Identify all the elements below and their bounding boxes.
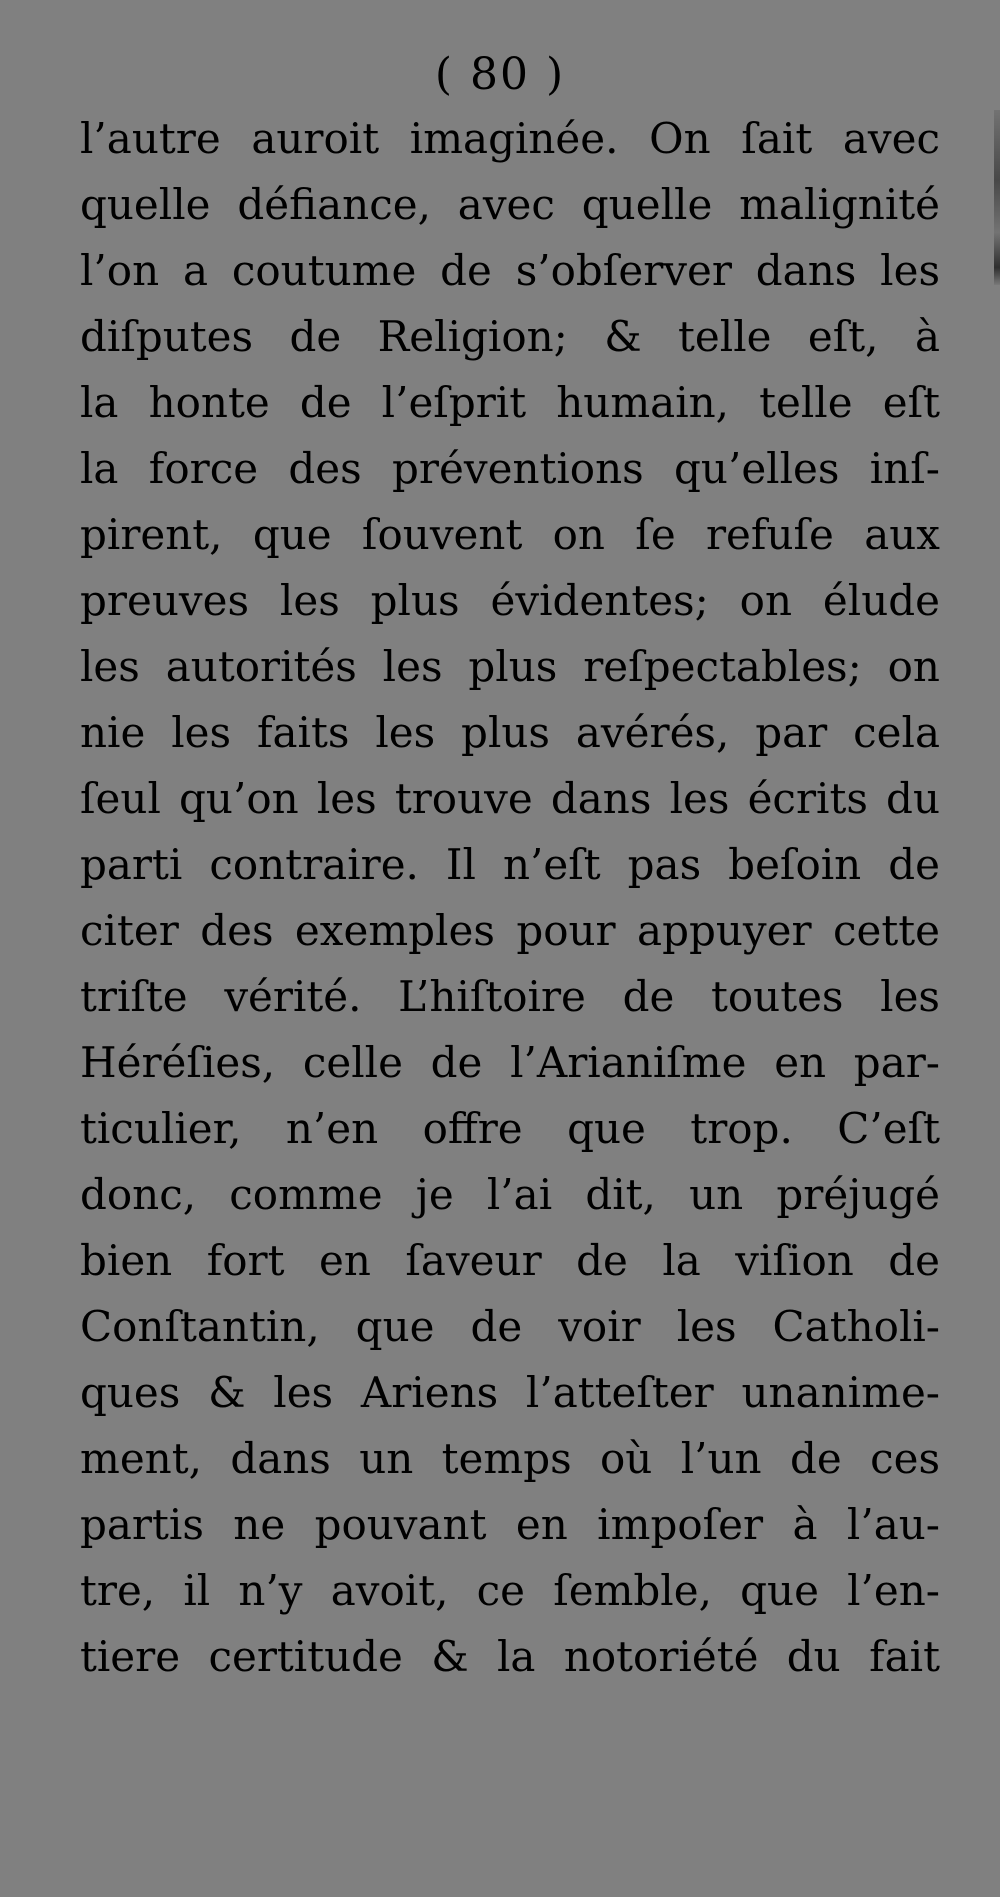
text-line: pirent, que ſouvent on ſe refuſe aux	[80, 510, 940, 559]
text-line: bien fort en ſaveur de la viſion de	[80, 1236, 940, 1285]
text-line: ſeul qu’on les trouve dans les écrits du	[80, 774, 940, 823]
text-line: ment, dans un temps où l’un de ces	[80, 1434, 940, 1483]
text-line: preuves les plus évidentes; on élude	[80, 576, 940, 625]
text-line: tre, il n’y avoit, ce ſemble, que l’en-	[80, 1566, 940, 1615]
text-line: triſte vérité. L’hiſtoire de toutes les	[80, 972, 940, 1021]
text-line: donc, comme je l’ai dit, un préjugé	[80, 1170, 940, 1219]
text-line: la honte de l’eſprit humain, telle eſt	[80, 378, 940, 427]
body-text	[80, 106, 940, 1690]
text-line: partis ne pouvant en impoſer à l’au-	[80, 1500, 940, 1549]
text-line: quelle défiance, avec quelle malignité	[80, 180, 940, 229]
text-line: l’autre auroit imaginée. On ſait avec	[80, 114, 940, 163]
text-line: parti contraire. Il n’eſt pas beſoin de	[80, 840, 940, 889]
page-edge-shadow	[994, 110, 1000, 285]
text-line: tiere certitude & la notoriété du fait	[80, 1632, 940, 1681]
page-number: ( 80 )	[434, 49, 566, 100]
text-line: diſputes de Religion; & telle eſt, à	[80, 312, 940, 361]
text-line: citer des exemples pour appuyer cette	[80, 906, 940, 955]
text-line: ticulier, n’en offre que trop. C’eſt	[80, 1104, 940, 1153]
text-line: les autorités les plus reſpectables; on	[80, 642, 940, 691]
text-line: ques & les Ariens l’atteſter unanime-	[80, 1368, 940, 1417]
text-line: l’on a coutume de s’obſerver dans les	[80, 246, 940, 295]
text-line: nie les faits les plus avérés, par cela	[80, 708, 940, 757]
text-line: Héréſies, celle de l’Arianiſme en par-	[80, 1038, 940, 1087]
text-line: Conſtantin, que de voir les Catholi-	[80, 1302, 940, 1351]
text-line: la force des préventions qu’elles inſ-	[80, 444, 940, 493]
